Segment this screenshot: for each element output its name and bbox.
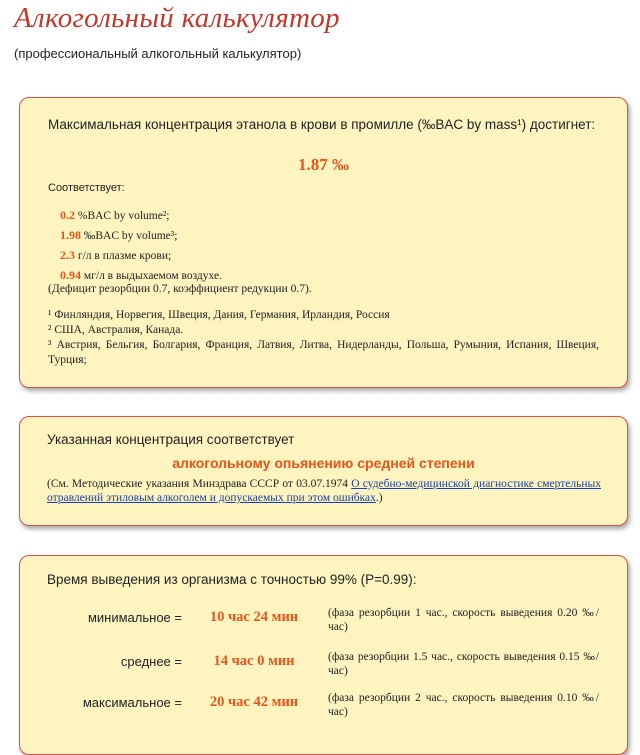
state-intro: Указанная концентрация соответствует bbox=[47, 432, 295, 447]
footnote: ³ Австрия, Бельгия, Болгария, Франция, Латвия, Литва, Нидерланды, Польша, Румыния, Испания, Швеция, Турция; bbox=[48, 339, 599, 366]
elimination-label: среднее = bbox=[120, 654, 182, 669]
equivalent-value: 1.98 bbox=[60, 228, 81, 242]
page-subtitle: (профессиональный алкогольный калькулятор) bbox=[14, 46, 302, 61]
elimination-row-min bbox=[20, 604, 627, 638]
elimination-row-avg bbox=[20, 648, 627, 682]
equivalent-item bbox=[60, 246, 222, 266]
elimination-label: максимальное = bbox=[82, 695, 182, 710]
concentration-heading: Максимальная концентрация этанола в крови в промилле (‰BAC by mass¹) достигнет: bbox=[48, 117, 596, 132]
equivalent-item bbox=[60, 206, 222, 226]
reference-note bbox=[47, 477, 601, 505]
equivalent-value: 2.3 bbox=[60, 248, 75, 262]
equivalent-unit: мг/л в выдыхаемом воздухе. bbox=[81, 270, 222, 282]
corresponds-label: Соответствует: bbox=[48, 182, 125, 194]
intoxication-state: алкогольному опьянению средней степени bbox=[172, 455, 475, 471]
equivalents-list bbox=[60, 206, 222, 286]
elimination-time: 10 час 24 мин bbox=[209, 609, 299, 625]
elimination-phase: (фаза резорбции 2 час., скорость выведения 0.10 ‰/час) bbox=[328, 692, 599, 718]
bac-value: 1.87 ‰ bbox=[298, 155, 349, 174]
elimination-time: 20 час 42 мин bbox=[209, 694, 299, 710]
reference-link[interactable]: О судебно-медицинской диагностике смертельных отравлений этиловым алкоголем и допускаемых при этом ошибках bbox=[47, 478, 601, 504]
equivalent-unit: г/л в плазме крови; bbox=[75, 250, 172, 262]
elimination-intro: Время выведения из организма с точностью 99% (P=0.99): bbox=[47, 572, 417, 587]
deficit-note: (Дефицит резорбции 0.7, коэффициент редукции 0.7). bbox=[48, 283, 312, 295]
equivalent-unit: ‰BAC by volume³; bbox=[81, 230, 178, 242]
intoxication-state-panel bbox=[19, 416, 628, 526]
equivalent-value: 0.94 bbox=[60, 268, 81, 282]
footnote: ² США, Австралия, Канада. bbox=[48, 324, 184, 336]
equivalent-item bbox=[60, 226, 222, 246]
equivalent-unit: %BAC by volume²; bbox=[75, 210, 170, 222]
footnote: ¹ Финляндия, Норвегия, Швеция, Дания, Германия, Ирландия, Россия bbox=[48, 309, 390, 321]
elimination-panel bbox=[19, 555, 628, 755]
elimination-phase: (фаза резорбции 1 час., скорость выведения 0.20 ‰/час) bbox=[328, 607, 599, 633]
elimination-time: 14 час 0 мин bbox=[213, 653, 295, 669]
footnotes bbox=[48, 308, 599, 368]
elimination-row-max bbox=[20, 689, 627, 723]
page-title: Алкогольный калькулятор bbox=[14, 2, 340, 34]
equivalent-value: 0.2 bbox=[60, 208, 75, 222]
elimination-phase: (фаза резорбции 1.5 час., скорость выведения 0.15 ‰/час) bbox=[328, 651, 599, 677]
elimination-label: минимальное = bbox=[87, 610, 182, 625]
concentration-panel bbox=[19, 97, 628, 388]
reference-suffix: .) bbox=[375, 492, 383, 504]
reference-prefix: (См. Методические указания Минздрава СССР от 03.07.1974 bbox=[47, 478, 352, 490]
